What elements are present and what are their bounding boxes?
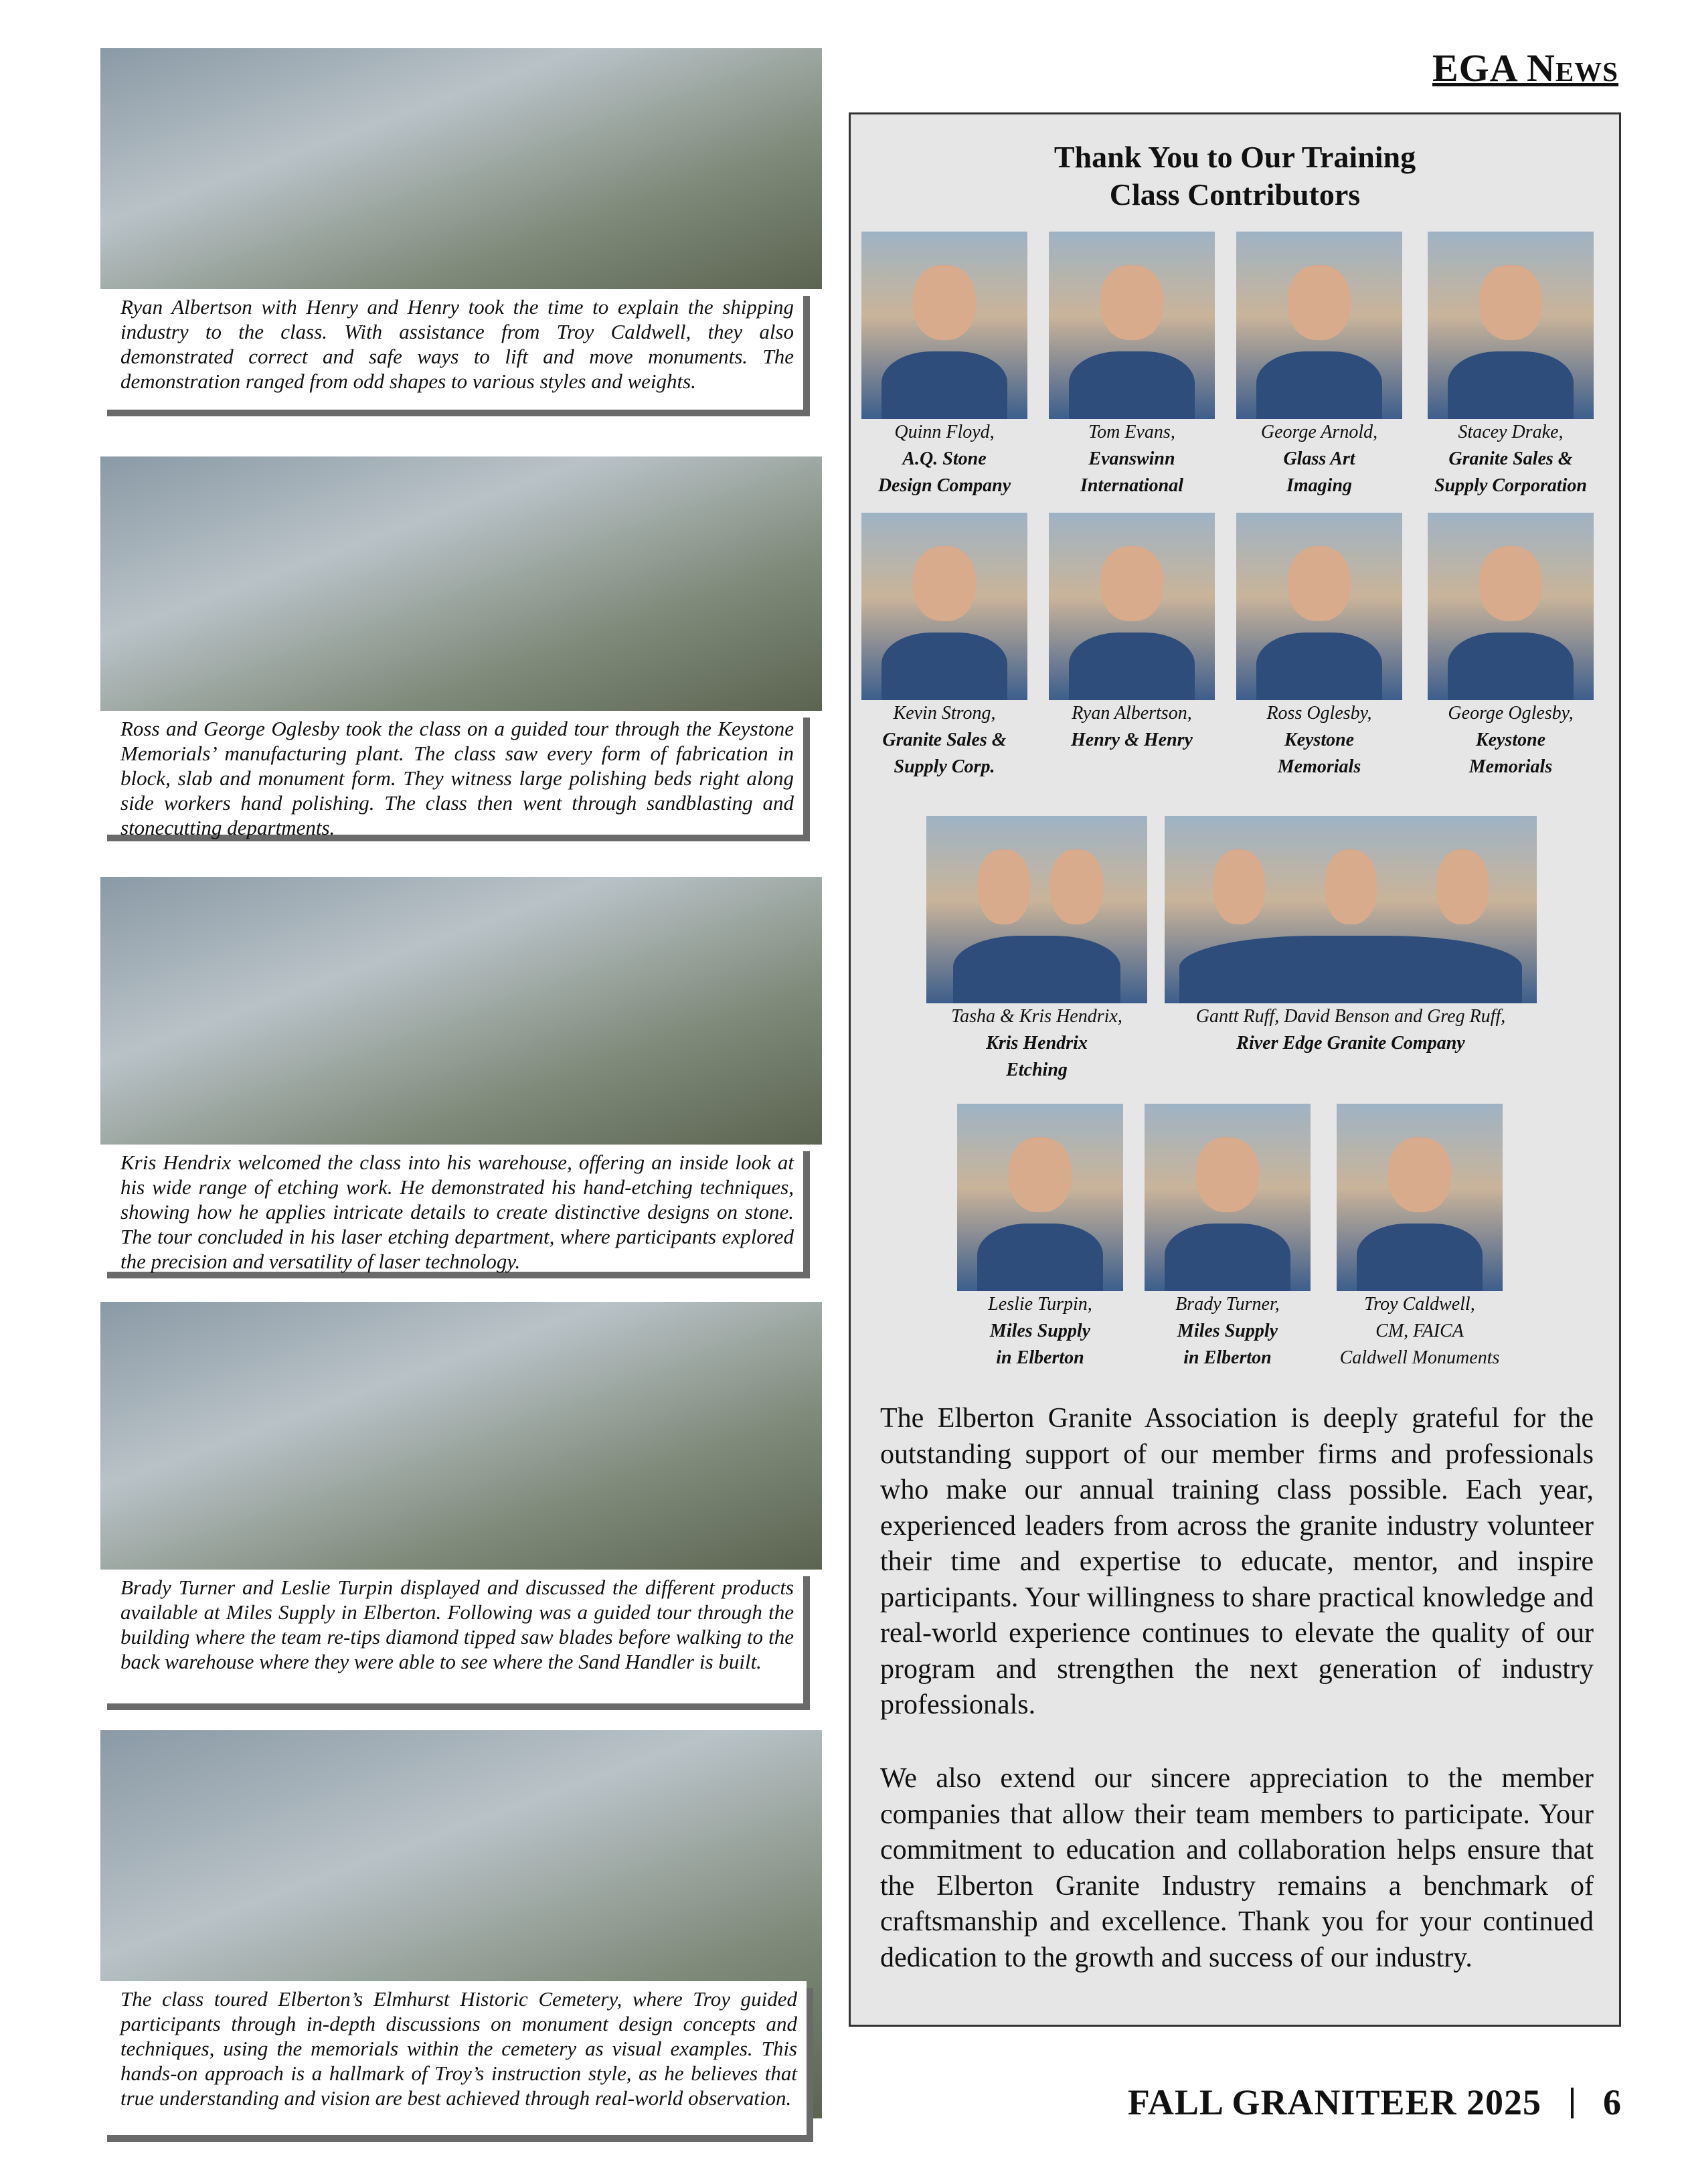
- section-title: EGA News: [1432, 46, 1618, 90]
- contributor-card: Quinn Floyd, A.Q. Stone Design Company: [853, 232, 1035, 499]
- contributor-card: Gantt Ruff, David Benson and Greg Ruff, River Edge Granite Company: [1160, 816, 1541, 1057]
- contributor-card: George Oglesby, Keystone Memorials: [1413, 513, 1608, 780]
- contributor-photo: [957, 1104, 1123, 1291]
- contributor-photo: [861, 232, 1027, 419]
- contributor-card: Kevin Strong, Granite Sales & Supply Corp.: [853, 513, 1035, 780]
- page-number: 6: [1603, 2082, 1622, 2122]
- contributor-card: Leslie Turpin, Miles Supply in Elberton: [950, 1104, 1130, 1371]
- contributor-photo: [1049, 232, 1215, 419]
- contributor-card: Brady Turner, Miles Supply in Elberton: [1137, 1104, 1318, 1371]
- contributor-photo: [1049, 513, 1215, 700]
- photo-caption: The class toured Elberton’s Elmhurst Historic Cemetery, where Troy guided participants through in-depth discussions on monument design concepts and techniques, using the memorials within the cemetery as visual examples. This hands-on approach is a hallmark of Troy’s instruction style, as he believes that true understanding and vision are best achieved through real-world observation.: [100, 1981, 807, 2135]
- appreciation-paragraph-2: We also extend our sincere appreciation to the member companies that allow their team members to participate. Your commitment to education and collaboration helps ensure that the Elberton Granite Industry remains a benchmark of craftsmanship and excellence. Thank you for your continued dedication to the growth and success of our industry.: [880, 1763, 1594, 1973]
- contributor-photo: [1236, 232, 1402, 419]
- contributor-card: Tasha & Kris Hendrix, Kris Hendrix Etching: [923, 816, 1151, 1084]
- contributor-card: Ryan Albertson, Henry & Henry: [1041, 513, 1223, 754]
- contributor-photo: [1428, 232, 1594, 419]
- photo-caption: Ryan Albertson with Henry and Henry took the time to explain the shipping industry to the class. With assistance from Troy Caldwell, they also demonstrated correct and safe ways to lift and move monuments. The demonstration ranged from odd shapes to various styles and weights.: [100, 289, 803, 410]
- publication-name: FALL GRANITEER 2025: [1127, 2082, 1541, 2122]
- contributor-photo: [861, 513, 1027, 700]
- photo-block-cemetery: [100, 1730, 822, 2149]
- contributor-photo: [1145, 1104, 1311, 1291]
- shipping-demo-photo: [100, 48, 822, 289]
- contributor-photo: [1337, 1104, 1503, 1291]
- footer-divider: [1571, 2088, 1574, 2118]
- keystone-tour-photo: [100, 456, 822, 711]
- contributors-panel: [849, 112, 1621, 2027]
- appreciation-paragraph-1: The Elberton Granite Association is deeply grateful for the outstanding support of our member firms and professionals who make our annual training class possible. Each year, experienced leaders from across the granite industry volunteer their time and expertise to educate, mentor, and inspire participants. Your willingness to share practical knowledge and real-world experience continues to elevate the quality of our program and strengthen the next generation of industry professionals.: [880, 1403, 1594, 1720]
- contributor-photo: [926, 816, 1147, 1003]
- contributor-card: Tom Evans, Evanswinn International: [1041, 232, 1223, 499]
- photo-block-shipping: [100, 48, 822, 423]
- contributor-card: Ross Oglesby, Keystone Memorials: [1228, 513, 1410, 780]
- photo-caption: Ross and George Oglesby took the class on a guided tour through the Keystone Memorials’ manufacturing plant. The class saw every form of fabrication in block, slab and monument form. They witness large polishing beds right along side workers hand polishing. The class then went through sandblasting and stonecutting departments.: [100, 711, 803, 835]
- photo-caption: Kris Hendrix welcomed the class into his warehouse, offering an inside look at his wide range of etching work. He demonstrated his hand-etching techniques, showing how he applies intricate details to create distinctive designs on stone. The tour concluded in his laser etching department, where participants explored the precision and versatility of laser technology.: [100, 1145, 803, 1272]
- contributor-card: Stacey Drake, Granite Sales & Supply Corporation: [1413, 232, 1608, 499]
- contributor-card: George Arnold, Glass Art Imaging: [1228, 232, 1410, 499]
- etching-warehouse-photo: [100, 877, 822, 1145]
- contributor-card: Troy Caldwell, CM, FAICA Caldwell Monuments: [1319, 1104, 1520, 1371]
- photo-block-etching: [100, 877, 822, 1272]
- page-footer: [1128, 2082, 1622, 2123]
- photo-caption: Brady Turner and Leslie Turpin displayed and discussed the different products available at Miles Supply in Elberton. Following was a guided tour through the building where the team re-tips diamond tipped saw blades before walking to the back warehouse where they were able to see where the Sand Handler is built.: [100, 1570, 803, 1703]
- contributor-photo: [1236, 513, 1402, 700]
- contributor-photo: [1165, 816, 1537, 1003]
- panel-title: Thank You to Our Training Class Contributors: [1054, 140, 1416, 212]
- miles-supply-photo: [100, 1302, 822, 1570]
- contributor-photo: [1428, 513, 1594, 700]
- photo-block-keystone: [100, 456, 822, 839]
- photo-block-miles-supply: [100, 1302, 822, 1710]
